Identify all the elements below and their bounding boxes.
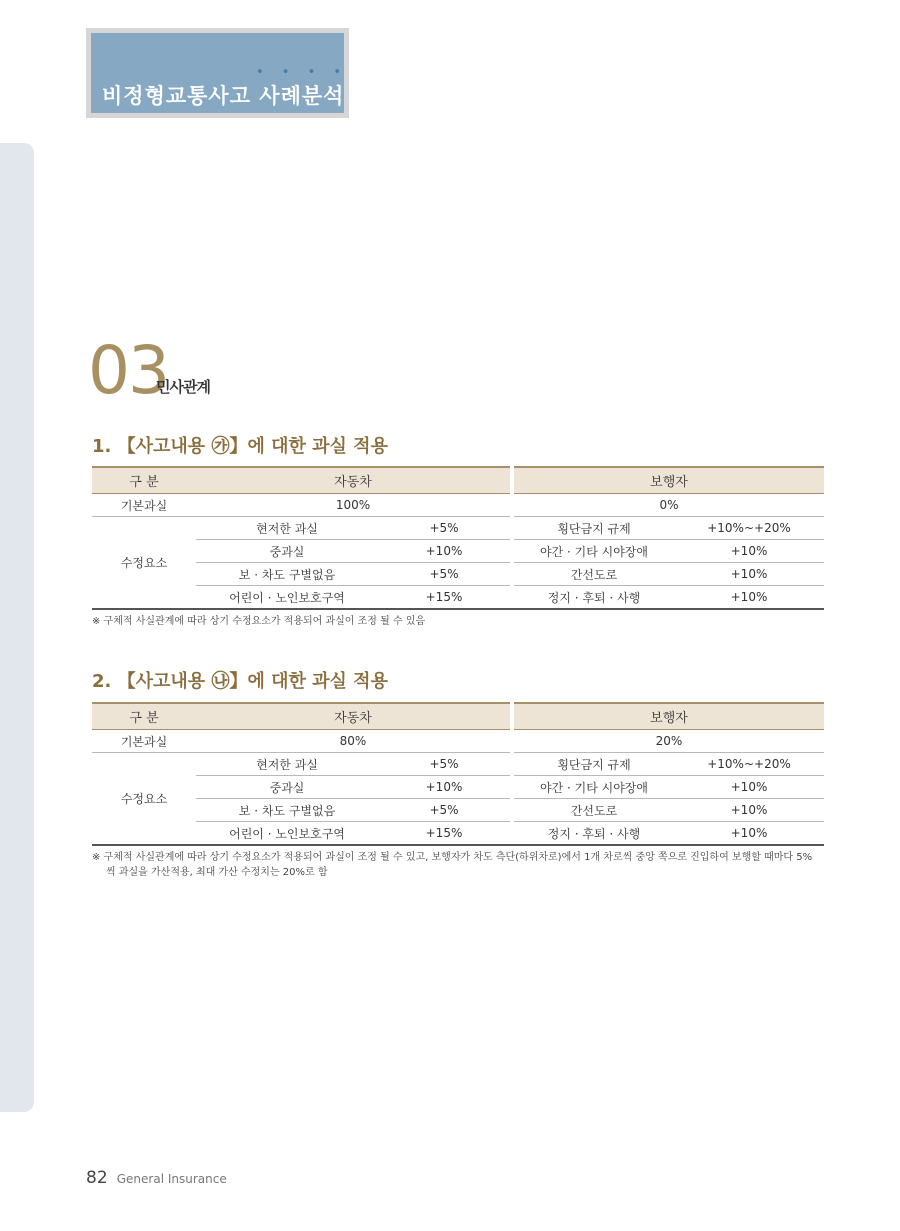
table-row: [92, 776, 824, 799]
table-row: [92, 822, 824, 846]
pedestrian-value: +10%: [674, 586, 824, 610]
pedestrian-item: 야간 · 기타 시야장애: [514, 776, 674, 799]
col-category: 구 분: [92, 467, 196, 494]
col-vehicle: 자동차: [196, 703, 510, 730]
base-fault-label: 기본과실: [92, 494, 196, 517]
vehicle-item: 어린이 · 노인보호구역: [196, 822, 378, 846]
table1-note: ※ 구체적 사실관계에 따라 상기 수정요소가 적용되어 과실이 조정 될 수 있음: [92, 616, 426, 627]
pedestrian-item: 간선도로: [514, 799, 674, 822]
vehicle-item: 중과실: [196, 776, 378, 799]
pedestrian-value: +10%: [674, 822, 824, 846]
pedestrian-value: +10%: [674, 563, 824, 586]
col-pedestrian: 보행자: [514, 703, 824, 730]
pedestrian-item: 간선도로: [514, 563, 674, 586]
base-fault-label: 기본과실: [92, 730, 196, 753]
table-row: [92, 540, 824, 563]
table-row: [92, 586, 824, 610]
pedestrian-item: 야간 · 기타 시야장애: [514, 540, 674, 563]
base-fault-pedestrian: 20%: [514, 730, 824, 753]
vehicle-value: +15%: [378, 586, 510, 610]
table2-note: [92, 850, 832, 880]
modifier-label: 수정요소: [92, 517, 196, 610]
vehicle-value: +10%: [378, 776, 510, 799]
vehicle-value: +5%: [378, 799, 510, 822]
section-number: 03: [88, 332, 168, 409]
table-header-row: [92, 467, 824, 494]
pedestrian-item: 횡단금지 규제: [514, 517, 674, 540]
pedestrian-value: +10%~+20%: [674, 753, 824, 776]
base-fault-pedestrian: 0%: [514, 494, 824, 517]
pedestrian-value: +10%: [674, 776, 824, 799]
vehicle-item: 현저한 과실: [196, 753, 378, 776]
base-fault-row: [92, 730, 824, 753]
pedestrian-item: 정지 · 후퇴 · 사행: [514, 822, 674, 846]
vehicle-item: 중과실: [196, 540, 378, 563]
table-row: [92, 753, 824, 776]
col-pedestrian: 보행자: [514, 467, 824, 494]
side-tab-band: [0, 143, 34, 1112]
publication-name: General Insurance: [116, 1172, 227, 1186]
table2-note-line2: 씩 과실을 가산적용, 최대 가산 수정치는 20%로 함: [106, 867, 328, 878]
section-label: 민사관계: [156, 378, 210, 396]
fault-table-1: [92, 466, 824, 610]
page-footer: [86, 1168, 227, 1188]
pedestrian-value: +10%~+20%: [674, 517, 824, 540]
page-number: 82: [86, 1168, 108, 1188]
table2-heading: 2. 【사고내용 ㉯】에 대한 과실 적용: [92, 671, 388, 692]
col-vehicle: 자동차: [196, 467, 510, 494]
table-row: [92, 563, 824, 586]
pedestrian-value: +10%: [674, 799, 824, 822]
table-row: [92, 799, 824, 822]
vehicle-value: +5%: [378, 517, 510, 540]
vehicle-item: 어린이 · 노인보호구역: [196, 586, 378, 610]
table2-note-line1: ※ 구체적 사실관계에 따라 상기 수정요소가 적용되어 과실이 조정 될 수 있고, 보행자가 차도 측단(하위차로)에서 1개 차로씩 중앙 쪽으로 진입하여 보행할 때마다 5%: [92, 852, 813, 863]
vehicle-value: +10%: [378, 540, 510, 563]
col-category: 구 분: [92, 703, 196, 730]
table-row: [92, 517, 824, 540]
modifier-label: 수정요소: [92, 753, 196, 846]
vehicle-value: +5%: [378, 563, 510, 586]
vehicle-item: 현저한 과실: [196, 517, 378, 540]
table-header-row: [92, 703, 824, 730]
base-fault-vehicle: 100%: [196, 494, 510, 517]
table1-heading: 1. 【사고내용 ㉮】에 대한 과실 적용: [92, 436, 388, 457]
pedestrian-item: 정지 · 후퇴 · 사행: [514, 586, 674, 610]
fault-table-2: [92, 702, 824, 846]
pedestrian-value: +10%: [674, 540, 824, 563]
base-fault-vehicle: 80%: [196, 730, 510, 753]
vehicle-value: +15%: [378, 822, 510, 846]
vehicle-item: 보 · 차도 구별없음: [196, 563, 378, 586]
base-fault-row: [92, 494, 824, 517]
chapter-title: 비정형교통사고 사례분석: [102, 84, 345, 108]
vehicle-value: +5%: [378, 753, 510, 776]
pedestrian-item: 횡단금지 규제: [514, 753, 674, 776]
header-dots: • • • •: [256, 65, 349, 80]
vehicle-item: 보 · 차도 구별없음: [196, 799, 378, 822]
